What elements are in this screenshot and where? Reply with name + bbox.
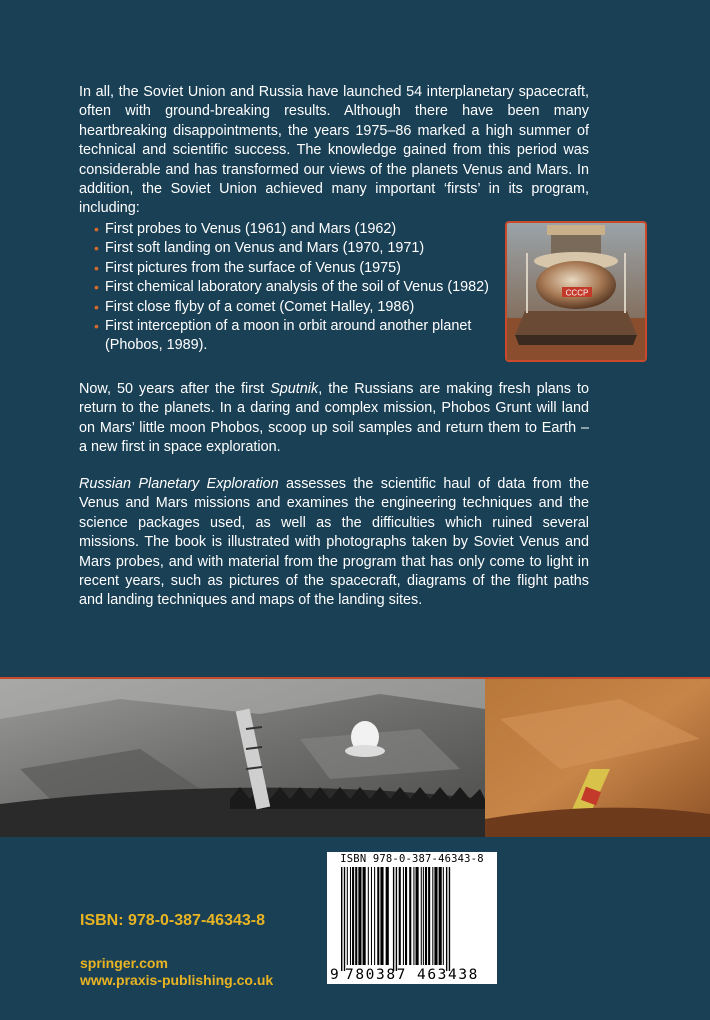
barcode-bar bbox=[374, 867, 375, 965]
barcode-bar bbox=[363, 867, 366, 965]
barcode-bar bbox=[409, 867, 411, 965]
barcode-bar bbox=[377, 867, 379, 965]
barcode-guard bbox=[341, 867, 342, 971]
barcode-guard bbox=[446, 867, 447, 971]
barcode-bar bbox=[399, 867, 401, 965]
barcode-bars bbox=[327, 852, 497, 984]
intro-text: In all, the Soviet Union and Russia have launched 54 interplanetary spacecraft, often with ground-breaking results. Although there have been many heartbreaking disappointments, the years 1975–86 marked a high summer of technical and scientific success. The knowledge gained from this period was considerable and has transformed our views of the planets Venus and Mars. In addition, the Soviet Union achieved many important ‘firsts’ in its program, including: bbox=[79, 84, 589, 217]
probe-label: СССР bbox=[565, 288, 589, 298]
bullet-icon: • bbox=[94, 221, 99, 237]
barcode-bar bbox=[439, 867, 442, 965]
firsts-list bbox=[94, 220, 494, 356]
probe-photo bbox=[505, 221, 647, 362]
barcode-bar bbox=[421, 867, 422, 965]
bullet-icon: • bbox=[94, 240, 99, 257]
isbn-label: ISBN: 978-0-387-46343-8 bbox=[80, 912, 265, 929]
website-link-praxis[interactable]: www.praxis-publishing.co.uk bbox=[80, 972, 274, 988]
barcode-bar bbox=[403, 867, 404, 965]
lander-illustration bbox=[507, 223, 645, 360]
sputnik-title: Sputnik bbox=[270, 381, 319, 397]
barcode-bar bbox=[434, 867, 437, 965]
barcode-bar bbox=[416, 867, 419, 965]
list-item: • First soft landing on Venus and Mars (1970, 1971) bbox=[94, 239, 494, 258]
isbn-barcode bbox=[327, 852, 497, 984]
list-item: • First pictures from the surface of Venus (1975) bbox=[94, 259, 494, 278]
list-item: • First chemical laboratory analysis of the soil of Venus (1982) bbox=[94, 278, 494, 297]
website-link-springer[interactable]: springer.com bbox=[80, 955, 168, 971]
barcode-bar bbox=[347, 867, 348, 965]
barcode-bar bbox=[386, 867, 389, 965]
barcode-guard bbox=[449, 867, 450, 971]
list-item: • First close flyby of a comet (Comet Halley, 1986) bbox=[94, 298, 494, 317]
barcode-bar bbox=[413, 867, 414, 965]
list-item: • First interception of a moon in orbit around another planet (Phobos, 1989). bbox=[94, 318, 472, 354]
barcode-digits-right: 463438 bbox=[417, 967, 479, 983]
barcode-bar bbox=[371, 867, 372, 965]
barcode-bar bbox=[428, 867, 430, 965]
barcode-digit-first: 9 bbox=[330, 967, 341, 983]
intro-paragraph bbox=[79, 83, 589, 219]
barcode-guard bbox=[393, 867, 394, 971]
bullet-icon: • bbox=[94, 259, 99, 276]
bullet-icon: • bbox=[94, 298, 99, 315]
list-item: • First probes to Venus (1961) and Mars (1962) bbox=[94, 220, 494, 239]
bullet-icon: • bbox=[94, 279, 99, 296]
barcode-bar bbox=[443, 867, 444, 965]
barcode-bar bbox=[355, 867, 357, 965]
barcode-bar bbox=[432, 867, 433, 965]
barcode-bar bbox=[352, 867, 354, 965]
barcode-bar bbox=[423, 867, 424, 965]
barcode-bar bbox=[368, 867, 369, 965]
barcode-guard bbox=[396, 867, 397, 971]
paragraph-phobos: Now, 50 years after the first Sputnik, the Russians are making fresh plans to return to the planets. In a daring and complex mission, Phobos Grunt will land on Mars’ little moon Phobos, scoop up soil samples and return them to Earth – a new first in space exploration. bbox=[79, 381, 589, 456]
surface-panorama bbox=[0, 677, 710, 837]
barcode-bar bbox=[425, 867, 427, 965]
paragraph-book-summary: Russian Planetary Exploration assesses the scientific haul of data from the Venus and Mars missions and examines the engineering techniques and the science packages used, as well as the difficulties which ruined several missions. The book is illustrated with photographs taken by Soviet Venus and Mars probes, and with material from the program that has only come to light in recent years, such as pictures of the spacecraft, diagrams of the flight paths and landing techniques and maps of the landing sites. bbox=[79, 476, 589, 609]
barcode-bar bbox=[380, 867, 383, 965]
bullet-icon: • bbox=[94, 318, 99, 335]
venus-surface-image bbox=[0, 679, 710, 837]
barcode-bar bbox=[405, 867, 407, 965]
barcode-digits-left: 780387 bbox=[345, 967, 407, 983]
book-title: Russian Planetary Exploration bbox=[79, 476, 279, 492]
barcode-bar bbox=[358, 867, 361, 965]
barcode-bar bbox=[350, 867, 351, 965]
barcode-guard bbox=[344, 867, 345, 971]
barcode-isbn-text: ISBN 978-0-387-46343-8 bbox=[340, 853, 484, 865]
